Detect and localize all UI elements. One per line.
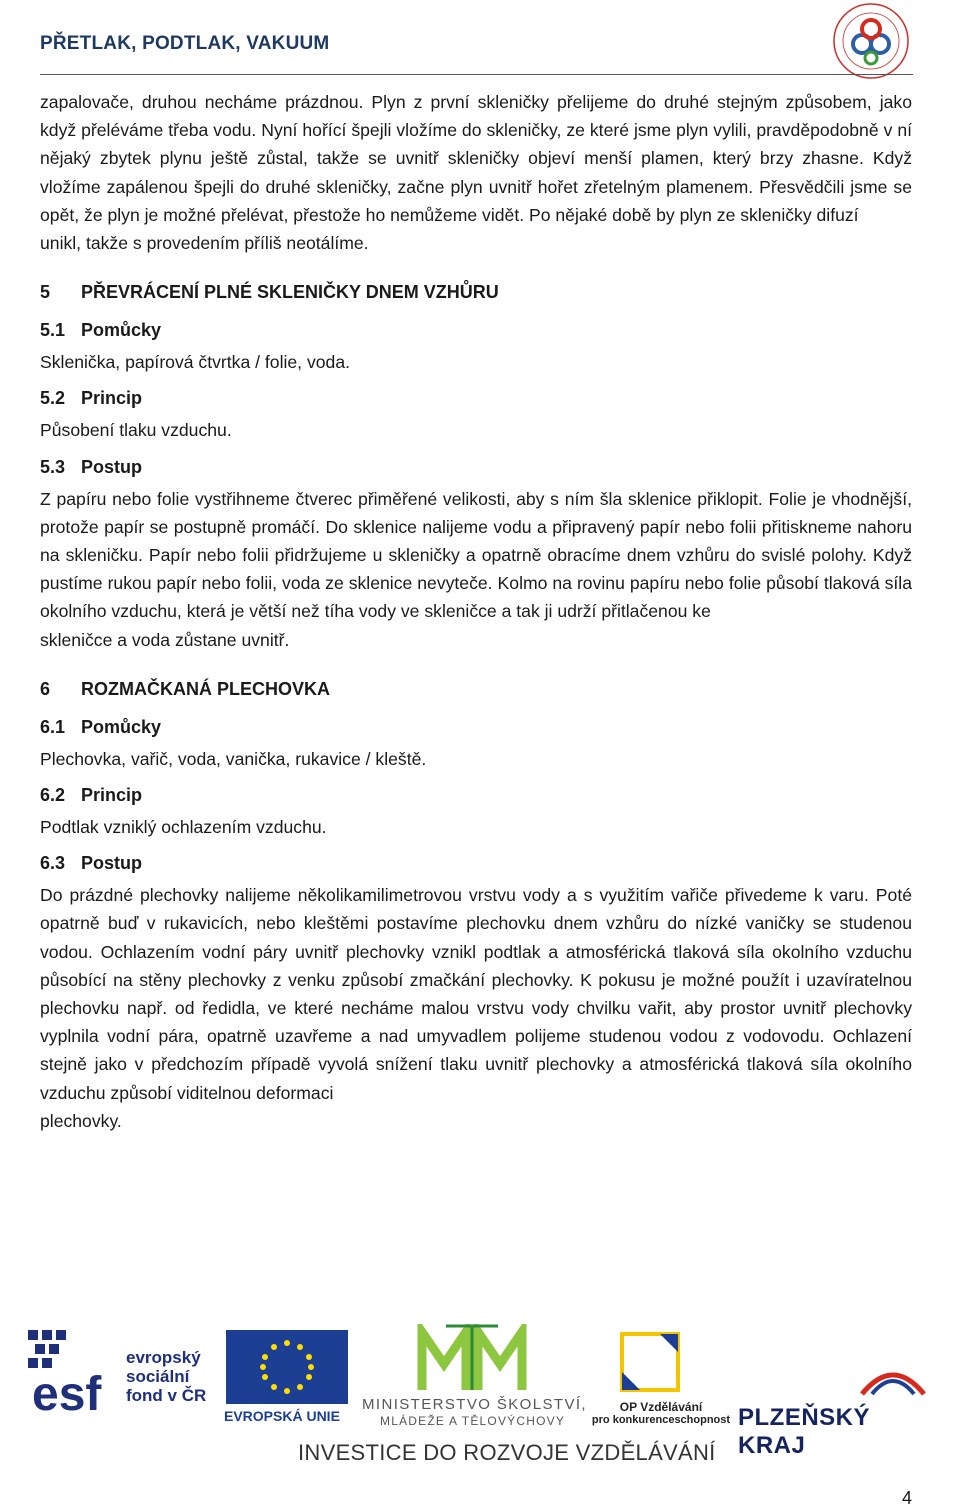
svg-text:esf: esf [32, 1368, 102, 1416]
investice-slogan: INVESTICE DO ROZVOJE VZDĚLÁVÁNÍ [298, 1440, 716, 1465]
section-6-2-text: Podtlak vzniklý ochlazením vzduchu. [40, 817, 327, 838]
section-5-2-heading: 5.2 Princip [40, 388, 143, 409]
eu-label: EVROPSKÁ UNIE [224, 1408, 340, 1424]
section-5-3-heading: 5.3 Postup [40, 456, 142, 477]
header-divider [40, 74, 913, 75]
section-6-1-heading: 6.1 Pomůcky [40, 716, 162, 737]
op-logo-icon [620, 1332, 680, 1394]
section-6-1-text: Plechovka, vařič, voda, vanička, rukavice / kleště. [40, 748, 427, 769]
document-body [40, 88, 912, 1135]
op-label-2: pro konkurenceschopnost [591, 1414, 731, 1426]
section-5-2-text: Působení tlaku vzduchu. [40, 420, 232, 441]
sponsor-logos-footer [28, 1318, 938, 1468]
section-6-3-text: Do prázdné plechovky nalijeme několikamilimetrovou vrstvu vody a s využitím vařiče přivedeme k varu. Poté opatrně buď v rukavicích, nebo kleštěmi postavíme plechovku dnem vzhůru do nízké vaničky se studenou vodou. Ochlazením vodní páry uvnitř plechovky vznikl podtlak a atmosférická tlaková síla okolního vzduchu působící na stěny plechovky z venku způsobí zmačkání plechovky. K pokusu je možné použít i uzavíratelnou plechovku např. od ředidla, ve které necháme malou vrstvu vody chvilku vařit, aby prostor uvnitř plechovky vyplnila vodní pára, opatrně uzavřeme a nad umyvadlem polijeme studenou vodou z vodovodu. Ochlazení stejně jako v předchozím případě vyvolá snížení tlaku uvnitř plechovky a atmosférická tlaková síla okolního vzduchu způsobí viditelnou deformaci [40, 885, 912, 1103]
page-title: PŘETLAK, PODTLAK, VAKUUM [40, 33, 330, 54]
intro-paragraph-end: unikl, takže s provedením příliš neotálíme. [40, 233, 369, 254]
esf-label: evropský sociální fond v ČR [126, 1348, 207, 1405]
eu-flag-icon [226, 1330, 348, 1404]
op-label-1: OP Vzdělávání [619, 1400, 703, 1414]
section-5-1-heading: 5.1 Pomůcky [40, 320, 162, 341]
section-6-3-text-end: plechovky. [40, 1110, 122, 1131]
page-number: 4 [901, 1488, 912, 1508]
section-6-2-heading: 6.2 Princip [40, 785, 143, 806]
msmt-logo-icon [416, 1324, 536, 1396]
section-6-3-heading: 6.3 Postup [40, 853, 142, 874]
plzensky-kraj-logo-icon [858, 1364, 928, 1398]
intro-paragraph: zapalovače, druhou necháme prázdnou. Plyn z první skleničky přelijeme do druhé stejným způsobem, jako když přeléváme třeba vodu. Nyní hořící špejli vložíme do skleničky, ze které jsme plyn vylili, pravděpodobně v ní nějaký zbytek plynu ještě zůstal, takže se uvnitř skleničky objeví menší plamen, který brzy zhasne. Když vložíme zapálenou špejli do druhé skleničky, začne plyn uvnitř hořet zřetelným plamenem. Přesvědčili jsme se opět, že plyn je možné přelévat, přestože ho nemůžeme vidět. Po nějaké době by plyn ze skleničky difuzí [40, 92, 912, 225]
section-5-heading: 5 PŘEVRÁCENÍ PLNÉ SKLENIČKY DNEM VZHŮRU [40, 282, 499, 303]
plzensky-kraj-label: PLZEŇSKÝ KRAJ [738, 1404, 871, 1459]
msmt-label-1: MINISTERSTVO ŠKOLSTVÍ, [362, 1396, 588, 1413]
section-5-1-text: Sklenička, papírová čtvrtka / folie, voda. [40, 352, 350, 373]
section-5-3-text: Z papíru nebo folie vystřihneme čtverec přiměřené velikosti, aby s ním šla sklenice přiklopit. Folie je vhodnější, protože papír se postupně promáčí. Do sklenice nalijeme vodu a připravený papír nebo folii přitiskneme nahoru na skleničku. Papír nebo folii přidržujeme u skleničky a opatrně obracíme dnem vzhůru do svislé polohy. Když pustíme rukou papír nebo folii, voda ze sklenice nevyteče. Kolmo na rovinu papíru nebo folie působí tlaková síla okolního vzduchu, která je větší než tíha vody ve skleničce a tak ji udrží přitlačenou ke [40, 488, 912, 622]
section-5-3-text-end: skleničce a voda zůstane uvnitř. [40, 629, 290, 650]
praktika-vyuka-logo-icon [832, 2, 910, 80]
esf-logo-icon [28, 1330, 120, 1416]
msmt-label-2: MLÁDEŽE A TĚLOVÝCHOVY [380, 1414, 566, 1428]
section-6-heading: 6 ROZMAČKANÁ PLECHOVKA [40, 678, 330, 699]
